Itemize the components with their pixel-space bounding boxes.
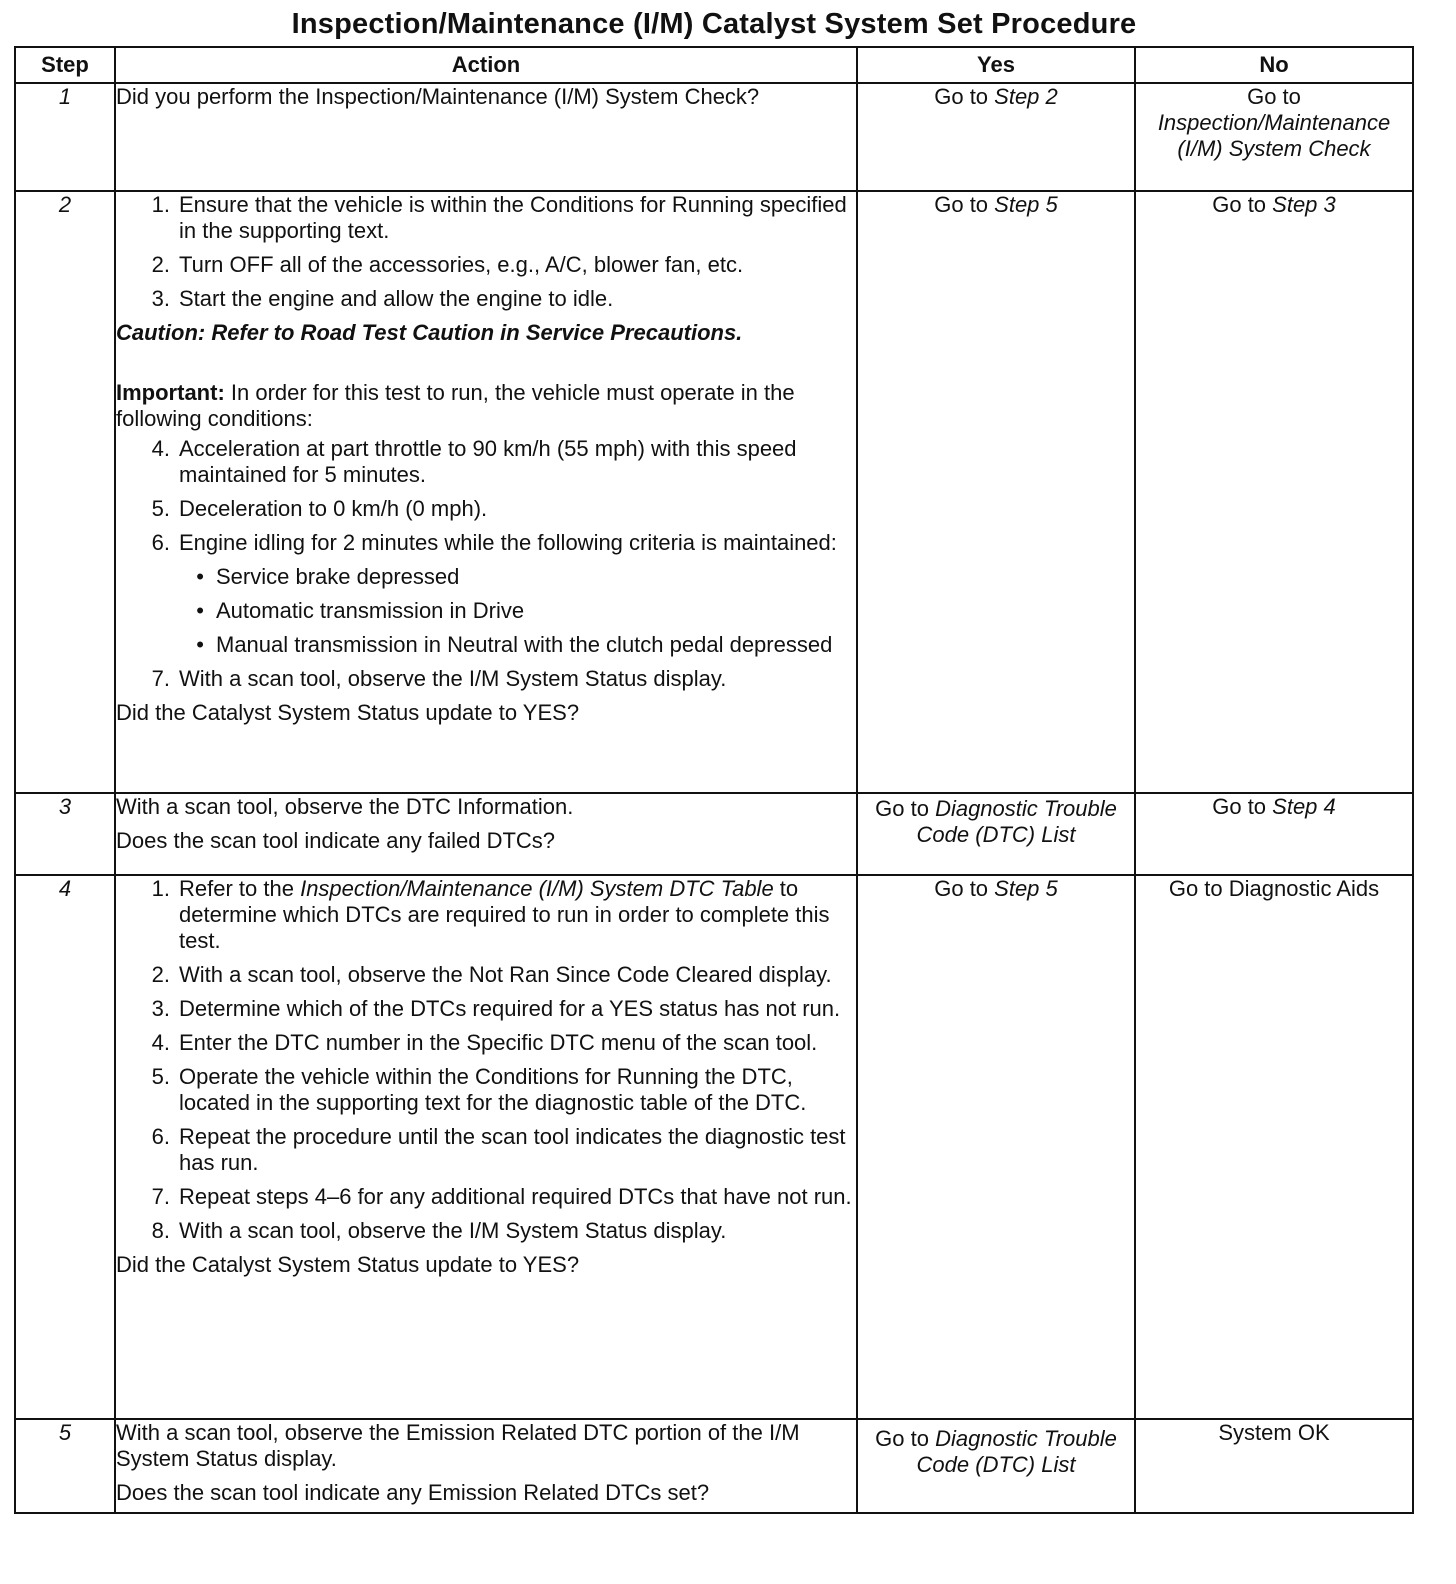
yes-cell xyxy=(857,191,1135,793)
list-item: 4. Acceleration at part throttle to 90 km/h (55 mph) with this speed maintained for 5 minutes. xyxy=(151,436,797,487)
yes-cell xyxy=(857,1419,1135,1513)
no-prefix: Go to xyxy=(1212,192,1273,217)
goto-step-5-link[interactable]: Step 5 xyxy=(994,876,1058,901)
no-cell xyxy=(1135,1419,1413,1513)
goto-step-2-link[interactable]: Step 2 xyxy=(994,84,1058,109)
no-cell xyxy=(1135,875,1413,1419)
action-cell xyxy=(115,1419,857,1513)
question-text: Does the scan tool indicate any Emission Related DTCs set? xyxy=(116,1480,710,1505)
goto-dtc-list-link[interactable]: Diagnostic Trouble Code (DTC) List xyxy=(916,796,1117,847)
goto-im-system-check-link[interactable]: Inspection/Maintenance (I/M) System Check xyxy=(1157,110,1391,161)
caution-note: Caution: Refer to Road Test Caution in Service Precautions. xyxy=(116,320,743,345)
list-item: 2. Turn OFF all of the accessories, e.g., A/C, blower fan, etc. xyxy=(151,252,744,277)
no-cell xyxy=(1135,83,1413,191)
procedure-table xyxy=(14,46,1414,1514)
list-item: 1. Ensure that the vehicle is within the Conditions for Running specified in the supporting text. xyxy=(151,192,847,243)
step-number: 1 xyxy=(15,83,115,191)
table-row-step-3 xyxy=(15,793,1413,875)
list-item: 2. With a scan tool, observe the Not Ran Since Code Cleared display. xyxy=(151,962,832,987)
list-item: 4. Enter the DTC number in the Specific DTC menu of the scan tool. xyxy=(151,1030,818,1055)
step-number: 5 xyxy=(15,1419,115,1513)
step-number: 2 xyxy=(15,191,115,793)
yes-prefix: Go to xyxy=(934,876,995,901)
header-yes: Yes xyxy=(857,47,1135,83)
table-row-step-1 xyxy=(15,83,1413,191)
list-item: 7. With a scan tool, observe the I/M System Status display. xyxy=(151,666,727,691)
goto-step-5-link[interactable]: Step 5 xyxy=(994,192,1058,217)
yes-prefix: Go to xyxy=(875,1426,936,1451)
system-ok-text: System OK xyxy=(1218,1420,1330,1445)
question-text: Does the scan tool indicate any failed DTCs? xyxy=(116,828,556,853)
table-row-step-4 xyxy=(15,875,1413,1419)
header-action: Action xyxy=(115,47,857,83)
question-text: Did the Catalyst System Status update to YES? xyxy=(116,1252,580,1277)
header-row xyxy=(15,47,1413,83)
question-text: Did the Catalyst System Status update to YES? xyxy=(116,700,580,725)
step-number: 3 xyxy=(15,793,115,875)
bullet-icon: • xyxy=(196,564,204,589)
bullet-item: • Service brake depressed xyxy=(116,564,856,590)
yes-prefix: Go to xyxy=(934,84,995,109)
list-item: 3. Determine which of the DTCs required for a YES status has not run. xyxy=(151,996,841,1021)
action-cell xyxy=(115,793,857,875)
goto-step-3-link[interactable]: Step 3 xyxy=(1272,192,1336,217)
bullet-item: • Automatic transmission in Drive xyxy=(116,598,856,624)
header-no: No xyxy=(1135,47,1413,83)
goto-diagnostic-aids-link[interactable]: Go to Diagnostic Aids xyxy=(1168,876,1380,901)
bullet-icon: • xyxy=(196,632,204,657)
list-item: 5. Deceleration to 0 km/h (0 mph). xyxy=(151,496,488,521)
list-item: 1. Refer to the Inspection/Maintenance (I/M) System DTC Table to determine which DTCs are required to run in order to complete this test. xyxy=(151,876,830,953)
action-cell xyxy=(115,191,857,793)
important-text: In order for this test to run, the vehicle must operate in the following conditions: xyxy=(116,380,795,431)
instruction-text: With a scan tool, observe the DTC Information. xyxy=(116,794,574,819)
table-row-step-2 xyxy=(15,191,1413,793)
list-item: 5. Operate the vehicle within the Conditions for Running the DTC, located in the supporting text for the diagnostic table of the DTC. xyxy=(151,1064,807,1115)
yes-prefix: Go to xyxy=(875,796,936,821)
page-title: Inspection/Maintenance (I/M) Catalyst System Set Procedure xyxy=(291,8,1137,40)
important-label: Important: xyxy=(116,380,225,405)
list-item: 6. Repeat the procedure until the scan tool indicates the diagnostic test has run. xyxy=(151,1124,846,1175)
list-item: 3. Start the engine and allow the engine to idle. xyxy=(151,286,614,311)
action-cell xyxy=(115,83,857,191)
important-note xyxy=(116,380,856,432)
action-cell xyxy=(115,875,857,1419)
no-prefix: Go to xyxy=(1212,794,1273,819)
instruction-text: With a scan tool, observe the Emission Related DTC portion of the I/M System Status display. xyxy=(116,1420,800,1471)
no-prefix: Go to xyxy=(1247,84,1301,109)
yes-cell xyxy=(857,83,1135,191)
table-row-step-5 xyxy=(15,1419,1413,1513)
bullet-item: • Manual transmission in Neutral with the clutch pedal depressed xyxy=(116,632,856,658)
list-item: 6. Engine idling for 2 minutes while the following criteria is maintained: xyxy=(151,530,837,555)
list-item: 7. Repeat steps 4–6 for any additional required DTCs that have not run. xyxy=(151,1184,852,1209)
im-dtc-table-link[interactable]: Inspection/Maintenance (I/M) System DTC Table xyxy=(300,876,774,901)
list-item: 8. With a scan tool, observe the I/M System Status display. xyxy=(151,1218,727,1243)
goto-dtc-list-link[interactable]: Diagnostic Trouble Code (DTC) List xyxy=(916,1426,1117,1477)
bullet-icon: • xyxy=(196,598,204,623)
yes-cell xyxy=(857,875,1135,1419)
goto-step-4-link[interactable]: Step 4 xyxy=(1272,794,1336,819)
no-cell xyxy=(1135,793,1413,875)
no-cell xyxy=(1135,191,1413,793)
question-text: Did you perform the Inspection/Maintenance (I/M) System Check? xyxy=(116,84,760,109)
yes-cell xyxy=(857,793,1135,875)
yes-prefix: Go to xyxy=(934,192,995,217)
header-step: Step xyxy=(15,47,115,83)
step-number: 4 xyxy=(15,875,115,1419)
